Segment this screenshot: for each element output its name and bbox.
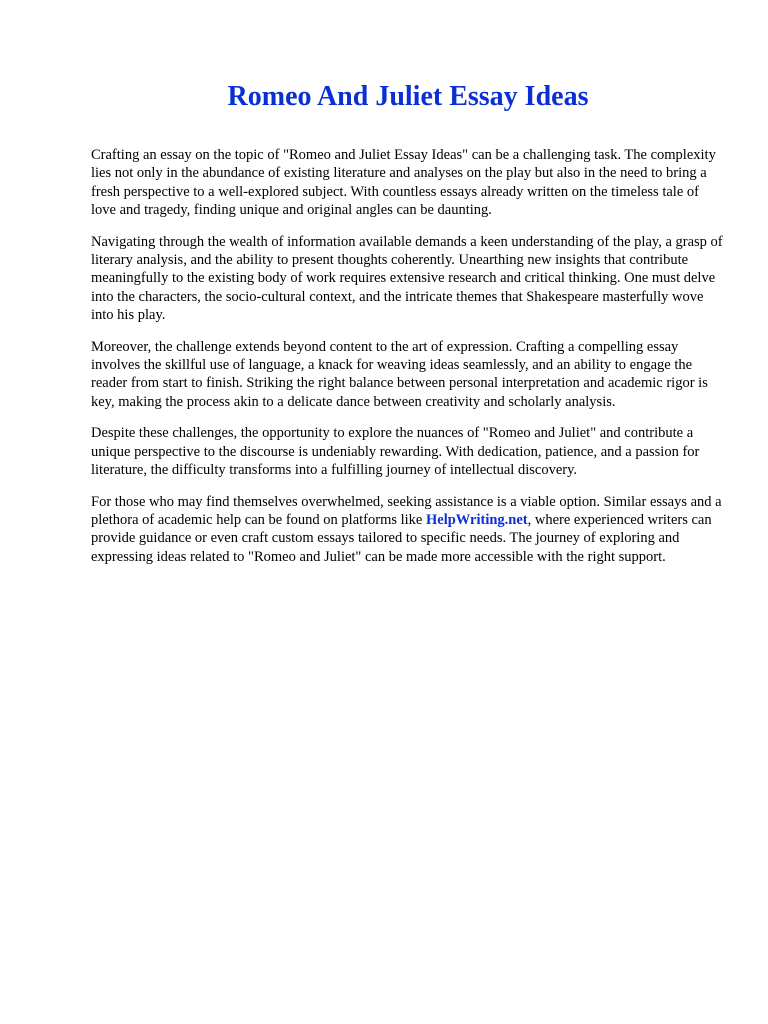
paragraph-4: Despite these challenges, the opportunity to explore the nuances of "Romeo and Juliet" and contribute a unique perspective to the discourse is undeniably rewarding. With dedication, patience, and a passion for literature, the difficulty transforms into a fulfilling journey of intellectual discovery.: [91, 425, 700, 479]
helpwriting-link[interactable]: HelpWriting.net: [426, 511, 528, 528]
paragraph-5: [91, 493, 726, 567]
document-title: Romeo And Juliet Essay Ideas: [227, 81, 589, 112]
paragraph-5-text-before-link: For those who may find themselves overwhelmed, seeking assistance is a viable option. Similar essays and a plethora of academic help can be found on platforms like: [91, 493, 722, 528]
paragraph-3: Moreover, the challenge extends beyond content to the art of expression. Crafting a compelling essay involves the skillful use of language, a knack for weaving ideas seamlessly, and an ability to engage the reader from start to finish. Striking the right balance between personal interpretation and academic rigor is key, making the process akin to a delicate dance between creativity and scholarly analysis.: [91, 338, 708, 410]
document-body: [91, 146, 726, 579]
paragraph-1: Crafting an essay on the topic of "Romeo and Juliet Essay Ideas" can be a challenging task. The complexity lies not only in the abundance of existing literature and analyses on the play but also in the need to bring a fresh perspective to a well-explored subject. With countless essays already written on the timeless tale of love and tragedy, finding unique and original angles can be daunting.: [91, 147, 716, 219]
paragraph-5-text-after-link: , where experienced writers can provide guidance or even craft custom essays tailored to specific needs. The journey of exploring and expressing ideas related to "Romeo and Juliet" can be made more accessible with the right support.: [91, 511, 712, 565]
paragraph-2: Navigating through the wealth of information available demands a keen understanding of the play, a grasp of literary analysis, and the ability to present thoughts coherently. Unearthing new insights that contribute meaningfully to the existing body of work requires extensive research and critical thinking. One must delve into the characters, the socio-cultural context, and the intricate themes that Shakespeare masterfully wove into his play.: [91, 233, 723, 324]
